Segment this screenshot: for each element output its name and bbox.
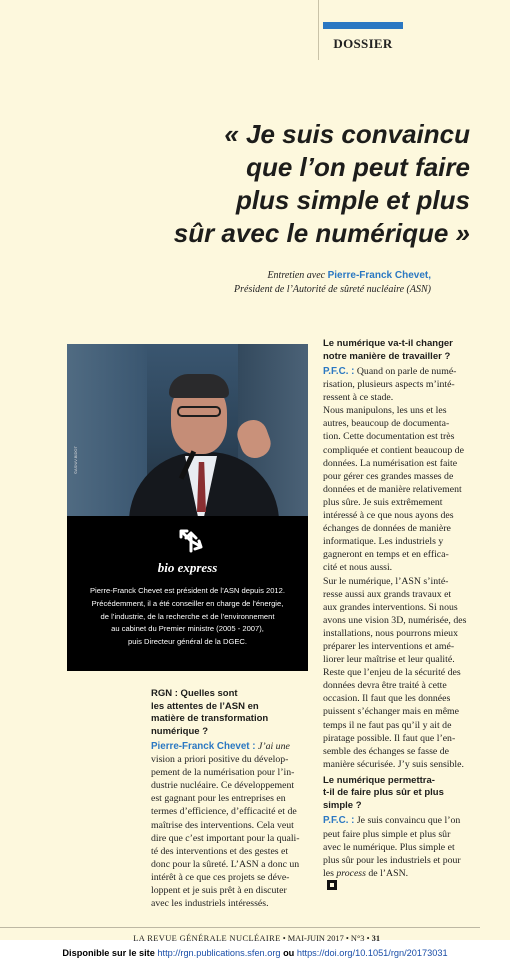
bio-line: de l’industrie, de la recherche et de l’environnement — [100, 611, 275, 621]
title-line: sûr avec le numérique » — [173, 218, 470, 248]
title-line: que l’on peut faire — [246, 152, 470, 182]
issue-info: • MAI-JUIN 2017 • N°3 • — [280, 934, 372, 943]
speaker-label: P.F.C. : — [323, 815, 355, 827]
portrait-photo — [67, 344, 308, 516]
journal-name: LA REVUE GÉNÉRALE NUCLÉAIRE — [133, 934, 281, 943]
bio-line: puis Directeur général de la DGEC. — [127, 637, 248, 647]
end-of-article-icon — [327, 880, 337, 890]
bio-box — [67, 516, 308, 671]
bio-line: Précédemment, il a été conseiller en charge de l’énergie, — [91, 598, 284, 608]
photo-credit: ©ASN/V.BIDOT — [73, 446, 78, 474]
left-column — [151, 688, 309, 910]
speaker-label: P.F.C. : — [323, 366, 355, 377]
article-intro — [150, 269, 431, 297]
title-line: « Je suis convaincu — [224, 119, 470, 149]
bio-line: Pierre-Franck Chevet est président de l’ASN depuis 2012. — [89, 586, 285, 595]
interviewee-name[interactable]: Pierre-Franck Chevet, — [327, 270, 431, 281]
arrows-icon — [176, 524, 206, 554]
answer-text: Pierre-Franck Chevet : J’ai une vision a priori positive du dévelop- pement de la numérisation pour l’in- dustrie nucléaire. Ce développement est gagnant pour les entreprises en termes d’efficience, d’efficacité et de maîtrise des interventions. Cela veut dire que c’est important pour la quali- té des interventions et des gestes et donc pour la sûreté. L’ASN a donc un intérêt à ce que ces projets se déve- loppent et je suis prêt à en discuter avec les industriels intéressés. — [151, 741, 300, 910]
footer-divider — [0, 927, 480, 928]
bio-line: au cabinet du Premier ministre (2005 - 2007), — [111, 624, 264, 634]
article-title — [120, 118, 470, 250]
page-number: 31 — [371, 934, 380, 943]
title-line: plus simple et plus — [235, 185, 470, 215]
doi-link[interactable]: https://doi.org/10.1051/rgn/20173031 — [296, 948, 448, 958]
interviewee-role: Président de l’Autorité de sûreté nucléaire (ASN) — [234, 284, 431, 295]
speaker-label: Pierre-Franck Chevet : — [151, 741, 256, 752]
availability-notice: Disponible sur le site http://rgn.publications.sfen.org ou https://doi.org/10.1051/rgn/20173031 — [62, 948, 448, 958]
intro-prefix: Entretien avec — [267, 270, 326, 281]
answer-text: P.F.C. : Quand on parle de numé- risation, plusieurs aspects m’inté- ressent à ce stade. Nous manipulons, les uns et les autres, beaucoup de documenta- tion. Cette documentation est très compliquée et contient beaucoup de données. La numérisation est faite pour gérer ces grandes masses de données et de manière relativement plus sûre. Je suis extrêmement intéressé à ce que nous ayons des échanges de données de manière informatique. Les industriels y gagneront en temps et en effica- cité et nous aussi. Sur le numérique, l’ASN s’inté- resse aussi aux grands travaux et aux grandes interventions. Si nous avons une vision 3D, numérisée, des installations, nous pourrons mieux préparer les interventions et amé- liorer leur maîtrise et leur qualité. Reste que l’enjeu de la sécurité des données devra être traité à cette occasion. Il faut que les données puissent s’échanger mais en même temps il ne faut pas qu’il y ait de piratage possible. Il faut que l’en- semble des échanges se fasse de manière sécurisée. J’y suis sensible. — [323, 366, 467, 770]
right-column — [323, 338, 480, 890]
bio-text — [75, 585, 300, 649]
section-accent-bar — [323, 22, 403, 29]
question-heading: Le numérique va-t-il changer notre manière de travailler ? — [323, 338, 453, 362]
section-divider — [318, 0, 319, 60]
bio-title: bio express — [157, 560, 218, 575]
running-footer — [130, 934, 380, 943]
section-label: DOSSIER — [333, 36, 393, 51]
question-heading: RGN : Quelles sont les attentes de l’ASN en matière de transformation numérique ? — [151, 688, 269, 737]
journal-link[interactable]: http://rgn.publications.sfen.org — [157, 948, 281, 958]
question-heading: Le numérique permettra- t-il de faire plus sûr et plus simple ? — [323, 774, 444, 811]
answer-text: P.F.C. : Je suis convaincu que l’on peut faire plus simple et plus sûr avec le numérique. Plus simple et plus sûr pour les industriels et pour les process de l’ASN. — [323, 814, 480, 889]
